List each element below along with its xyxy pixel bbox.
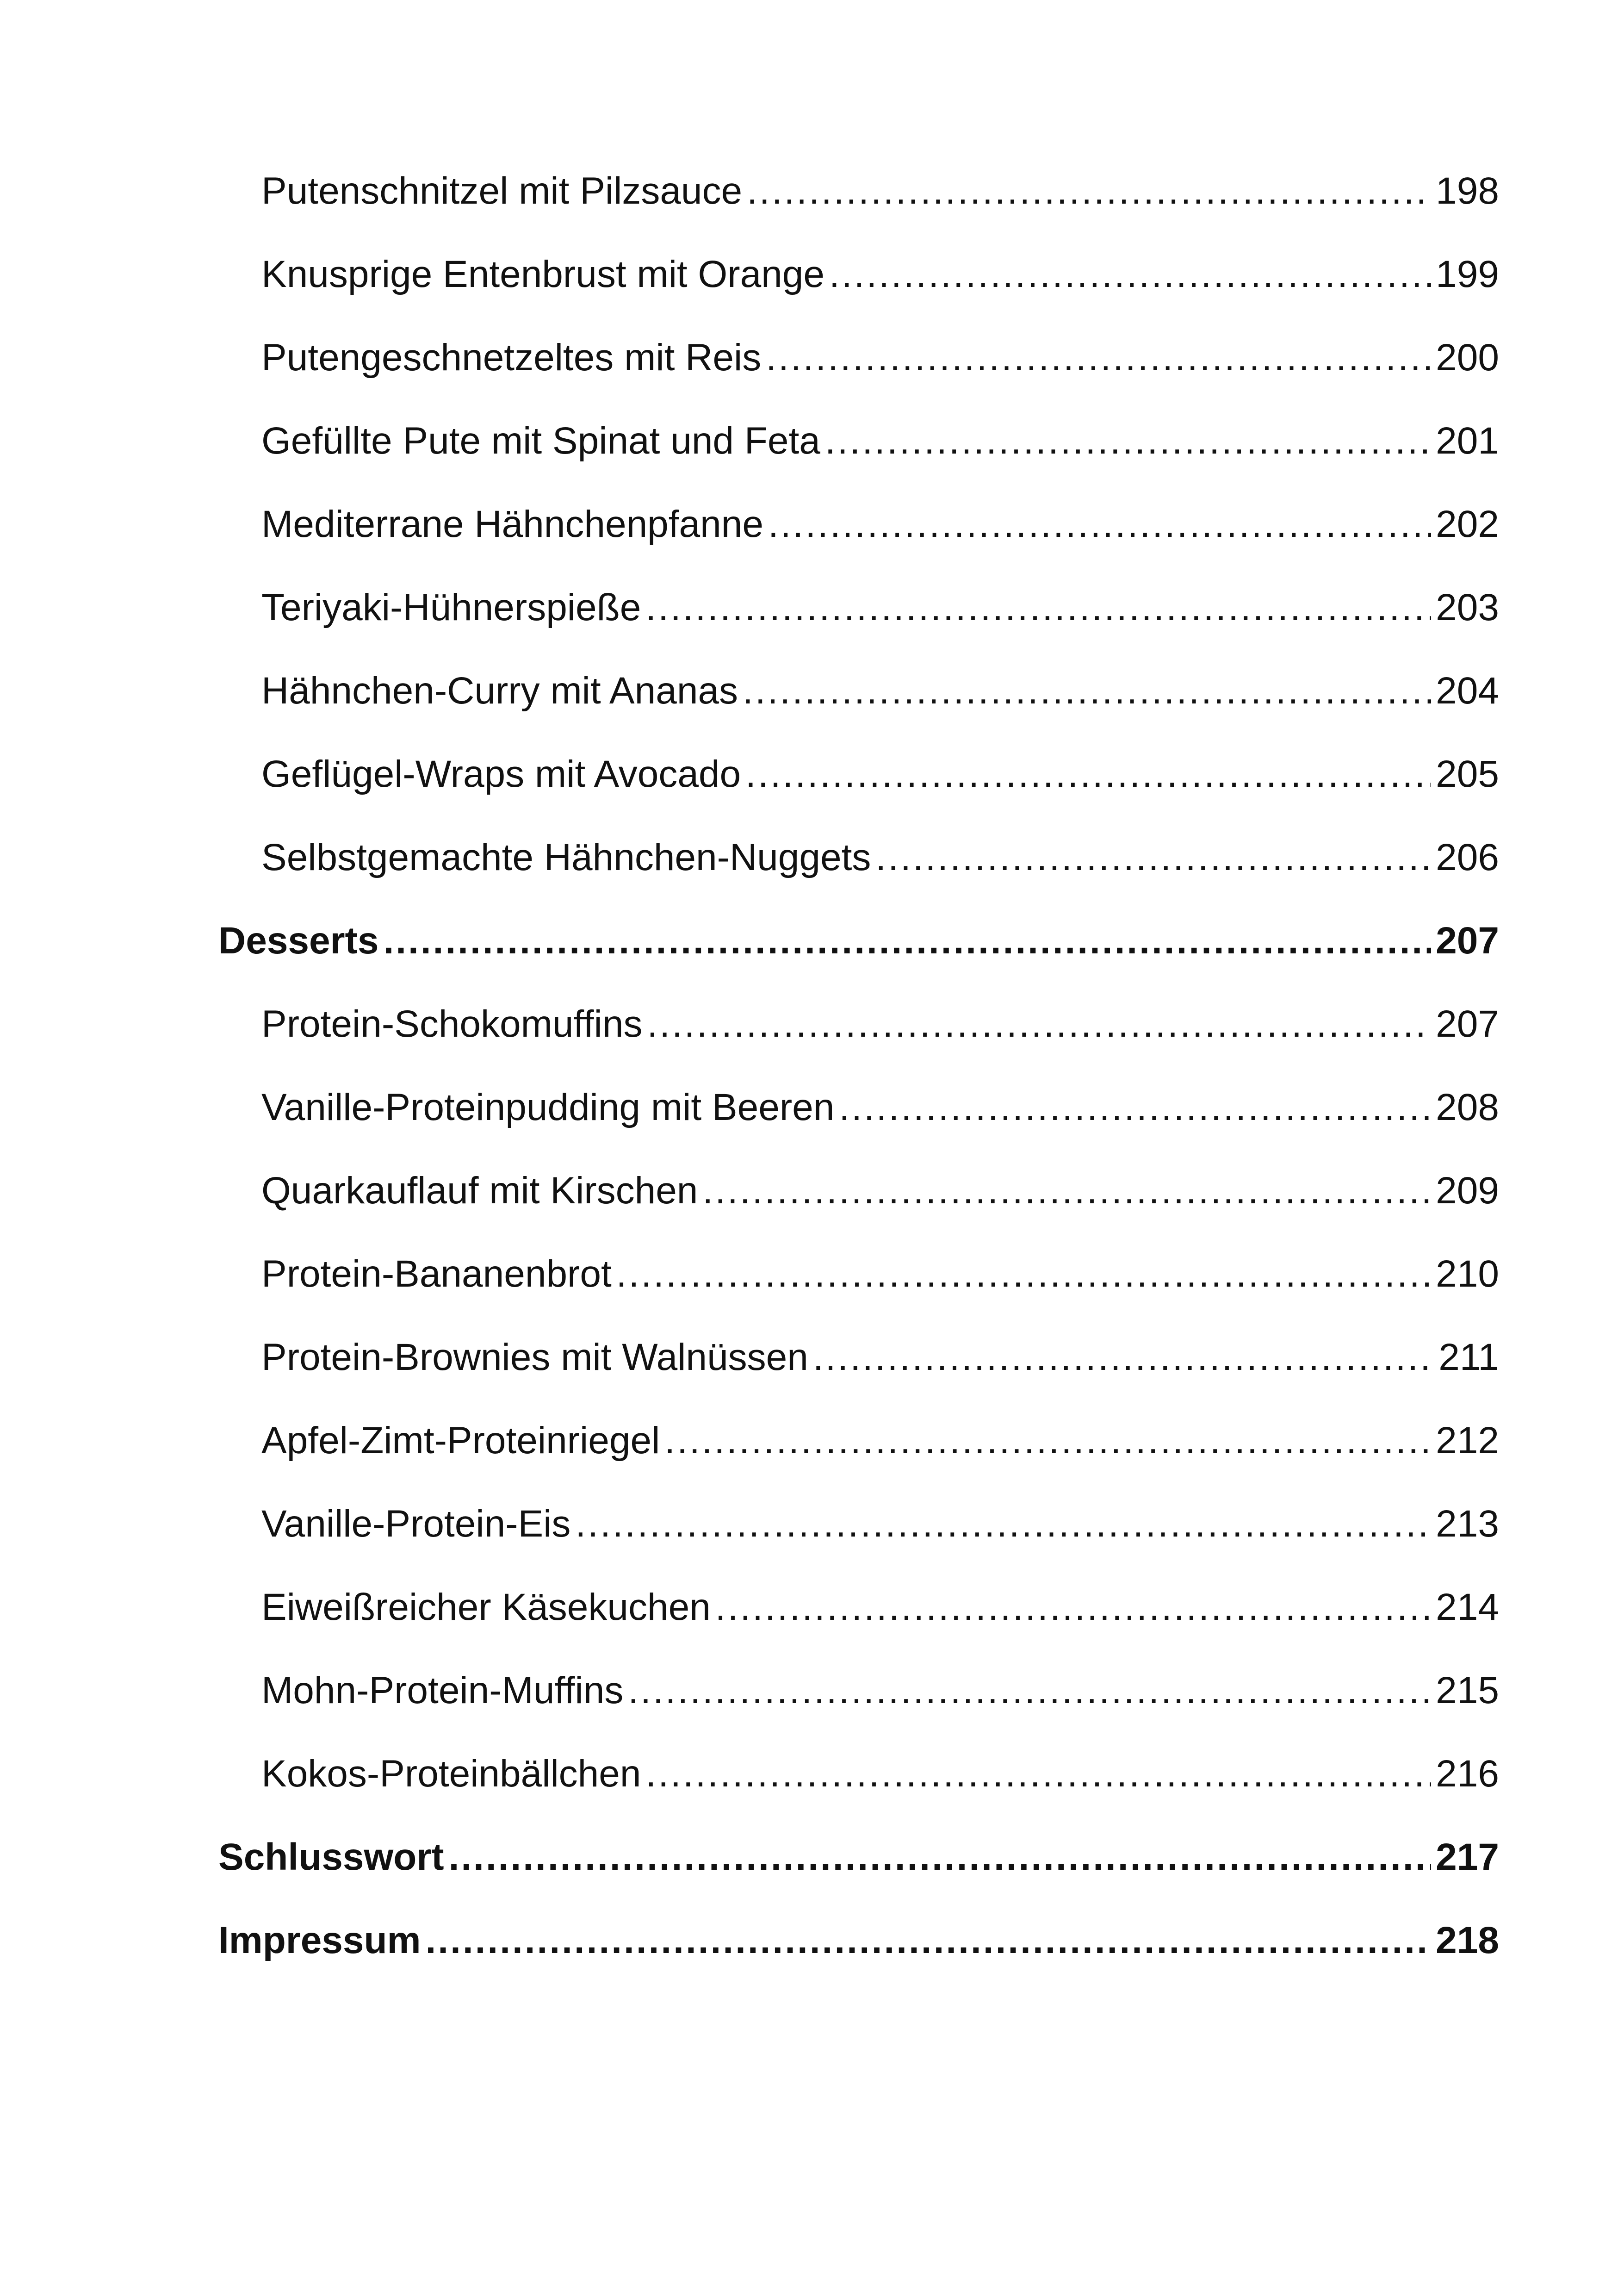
toc-entry[interactable] (261, 1580, 1499, 1635)
toc-dot-leader (813, 1330, 1434, 1385)
toc-dot-leader (825, 413, 1431, 469)
toc-page-number: 207 (1436, 1003, 1499, 1045)
toc-dot-leader (575, 1496, 1431, 1552)
toc-entry-title: Mediterrane Hähnchenpfanne (261, 503, 763, 545)
toc-entry[interactable] (261, 247, 1499, 302)
toc-dot-leader (743, 663, 1431, 719)
toc-entry[interactable] (261, 1663, 1499, 1718)
toc-dot-leader (715, 1580, 1431, 1635)
toc-page-number: 202 (1436, 503, 1499, 545)
toc-entry-title: Gefüllte Pute mit Spinat und Feta (261, 420, 820, 462)
toc-dot-leader (768, 497, 1431, 552)
toc-dot-leader (745, 747, 1431, 802)
toc-chapter-entry[interactable] (218, 1913, 1499, 1968)
toc-entry-title: Apfel-Zimt-Proteinriegel (261, 1419, 660, 1462)
toc-page-number: 203 (1436, 586, 1499, 628)
toc-entry-title: Vanille-Proteinpudding mit Beeren (261, 1086, 835, 1128)
toc-chapter-entry[interactable] (218, 1829, 1499, 1885)
toc-entry-title: Selbstgemachte Hähnchen-Nuggets (261, 836, 871, 878)
toc-page-number: 205 (1436, 753, 1499, 795)
toc-page-number: 201 (1436, 420, 1499, 462)
toc-dot-leader (829, 247, 1431, 302)
toc-page-number: 209 (1436, 1170, 1499, 1212)
toc-entry-title: Eiweißreicher Käsekuchen (261, 1586, 711, 1628)
toc-entry[interactable] (261, 580, 1499, 635)
toc-dot-leader (766, 330, 1431, 386)
toc-dot-leader (645, 1746, 1431, 1802)
toc-page-number: 198 (1436, 170, 1499, 212)
toc-dot-leader (875, 830, 1431, 885)
toc-entry[interactable] (261, 663, 1499, 719)
toc-entry[interactable] (261, 163, 1499, 219)
toc-dot-leader (839, 1080, 1431, 1135)
toc-page-number: 212 (1436, 1419, 1499, 1462)
toc-entry[interactable] (261, 1163, 1499, 1219)
toc-entry[interactable] (261, 747, 1499, 802)
toc-dot-leader (449, 1829, 1432, 1885)
toc-entry-title: Teriyaki-Hühnerspieße (261, 586, 641, 628)
toc-dot-leader (747, 163, 1431, 219)
toc-page-number: 216 (1436, 1753, 1499, 1795)
toc-dot-leader (616, 1246, 1431, 1302)
toc-entry-title: Vanille-Protein-Eis (261, 1503, 571, 1545)
toc-entry[interactable] (261, 413, 1499, 469)
toc-entry[interactable] (261, 996, 1499, 1052)
toc-page-number: 206 (1436, 836, 1499, 878)
toc-chapter-title: Schlusswort (218, 1836, 444, 1878)
toc-entry-title: Mohn-Protein-Muffins (261, 1669, 624, 1711)
toc-page-number: 217 (1436, 1836, 1499, 1878)
toc-page-number: 215 (1436, 1669, 1499, 1711)
toc-entry[interactable] (261, 1413, 1499, 1468)
toc-entry-title: Protein-Brownies mit Walnüssen (261, 1336, 808, 1378)
toc-entry[interactable] (261, 1746, 1499, 1802)
toc-page-number: 199 (1436, 253, 1499, 295)
toc-entry[interactable] (261, 1330, 1499, 1385)
toc-page-number: 213 (1436, 1503, 1499, 1545)
toc-entry-title: Putengeschnetzeltes mit Reis (261, 336, 762, 379)
toc-entry[interactable] (261, 497, 1499, 552)
toc-entry-title: Quarkauflauf mit Kirschen (261, 1170, 698, 1212)
toc-entry[interactable] (261, 1080, 1499, 1135)
toc-entry-title: Protein-Schokomuffins (261, 1003, 643, 1045)
toc-page-number: 207 (1436, 920, 1499, 962)
toc-entry-title: Hähnchen-Curry mit Ananas (261, 670, 738, 712)
toc-page-number: 204 (1436, 670, 1499, 712)
toc-page-number: 200 (1436, 336, 1499, 379)
toc-entry[interactable] (261, 1246, 1499, 1302)
toc-chapter-entry[interactable] (218, 913, 1499, 969)
toc-page-number: 214 (1436, 1586, 1499, 1628)
toc-page-number: 218 (1436, 1919, 1499, 1961)
toc-entry[interactable] (261, 830, 1499, 885)
toc-page-number: 210 (1436, 1253, 1499, 1295)
toc-dot-leader (383, 913, 1431, 969)
toc-dot-leader (702, 1163, 1431, 1219)
toc-chapter-title: Impressum (218, 1919, 421, 1961)
toc-page-number: 208 (1436, 1086, 1499, 1128)
toc-entry-title: Putenschnitzel mit Pilzsauce (261, 170, 743, 212)
toc-page-number: 211 (1438, 1336, 1499, 1378)
toc-dot-leader (426, 1913, 1432, 1968)
toc-chapter-title: Desserts (218, 920, 379, 962)
toc-dot-leader (628, 1663, 1431, 1718)
toc-dot-leader (647, 996, 1431, 1052)
toc-entry-title: Knusprige Entenbrust mit Orange (261, 253, 824, 295)
toc-entry-title: Protein-Bananenbrot (261, 1253, 612, 1295)
toc-entry-title: Kokos-Proteinbällchen (261, 1753, 641, 1795)
toc-entry[interactable] (261, 1496, 1499, 1552)
toc-dot-leader (664, 1413, 1431, 1468)
toc-entry[interactable] (261, 330, 1499, 386)
toc-entry-title: Geflügel-Wraps mit Avocado (261, 753, 741, 795)
toc-dot-leader (645, 580, 1431, 635)
